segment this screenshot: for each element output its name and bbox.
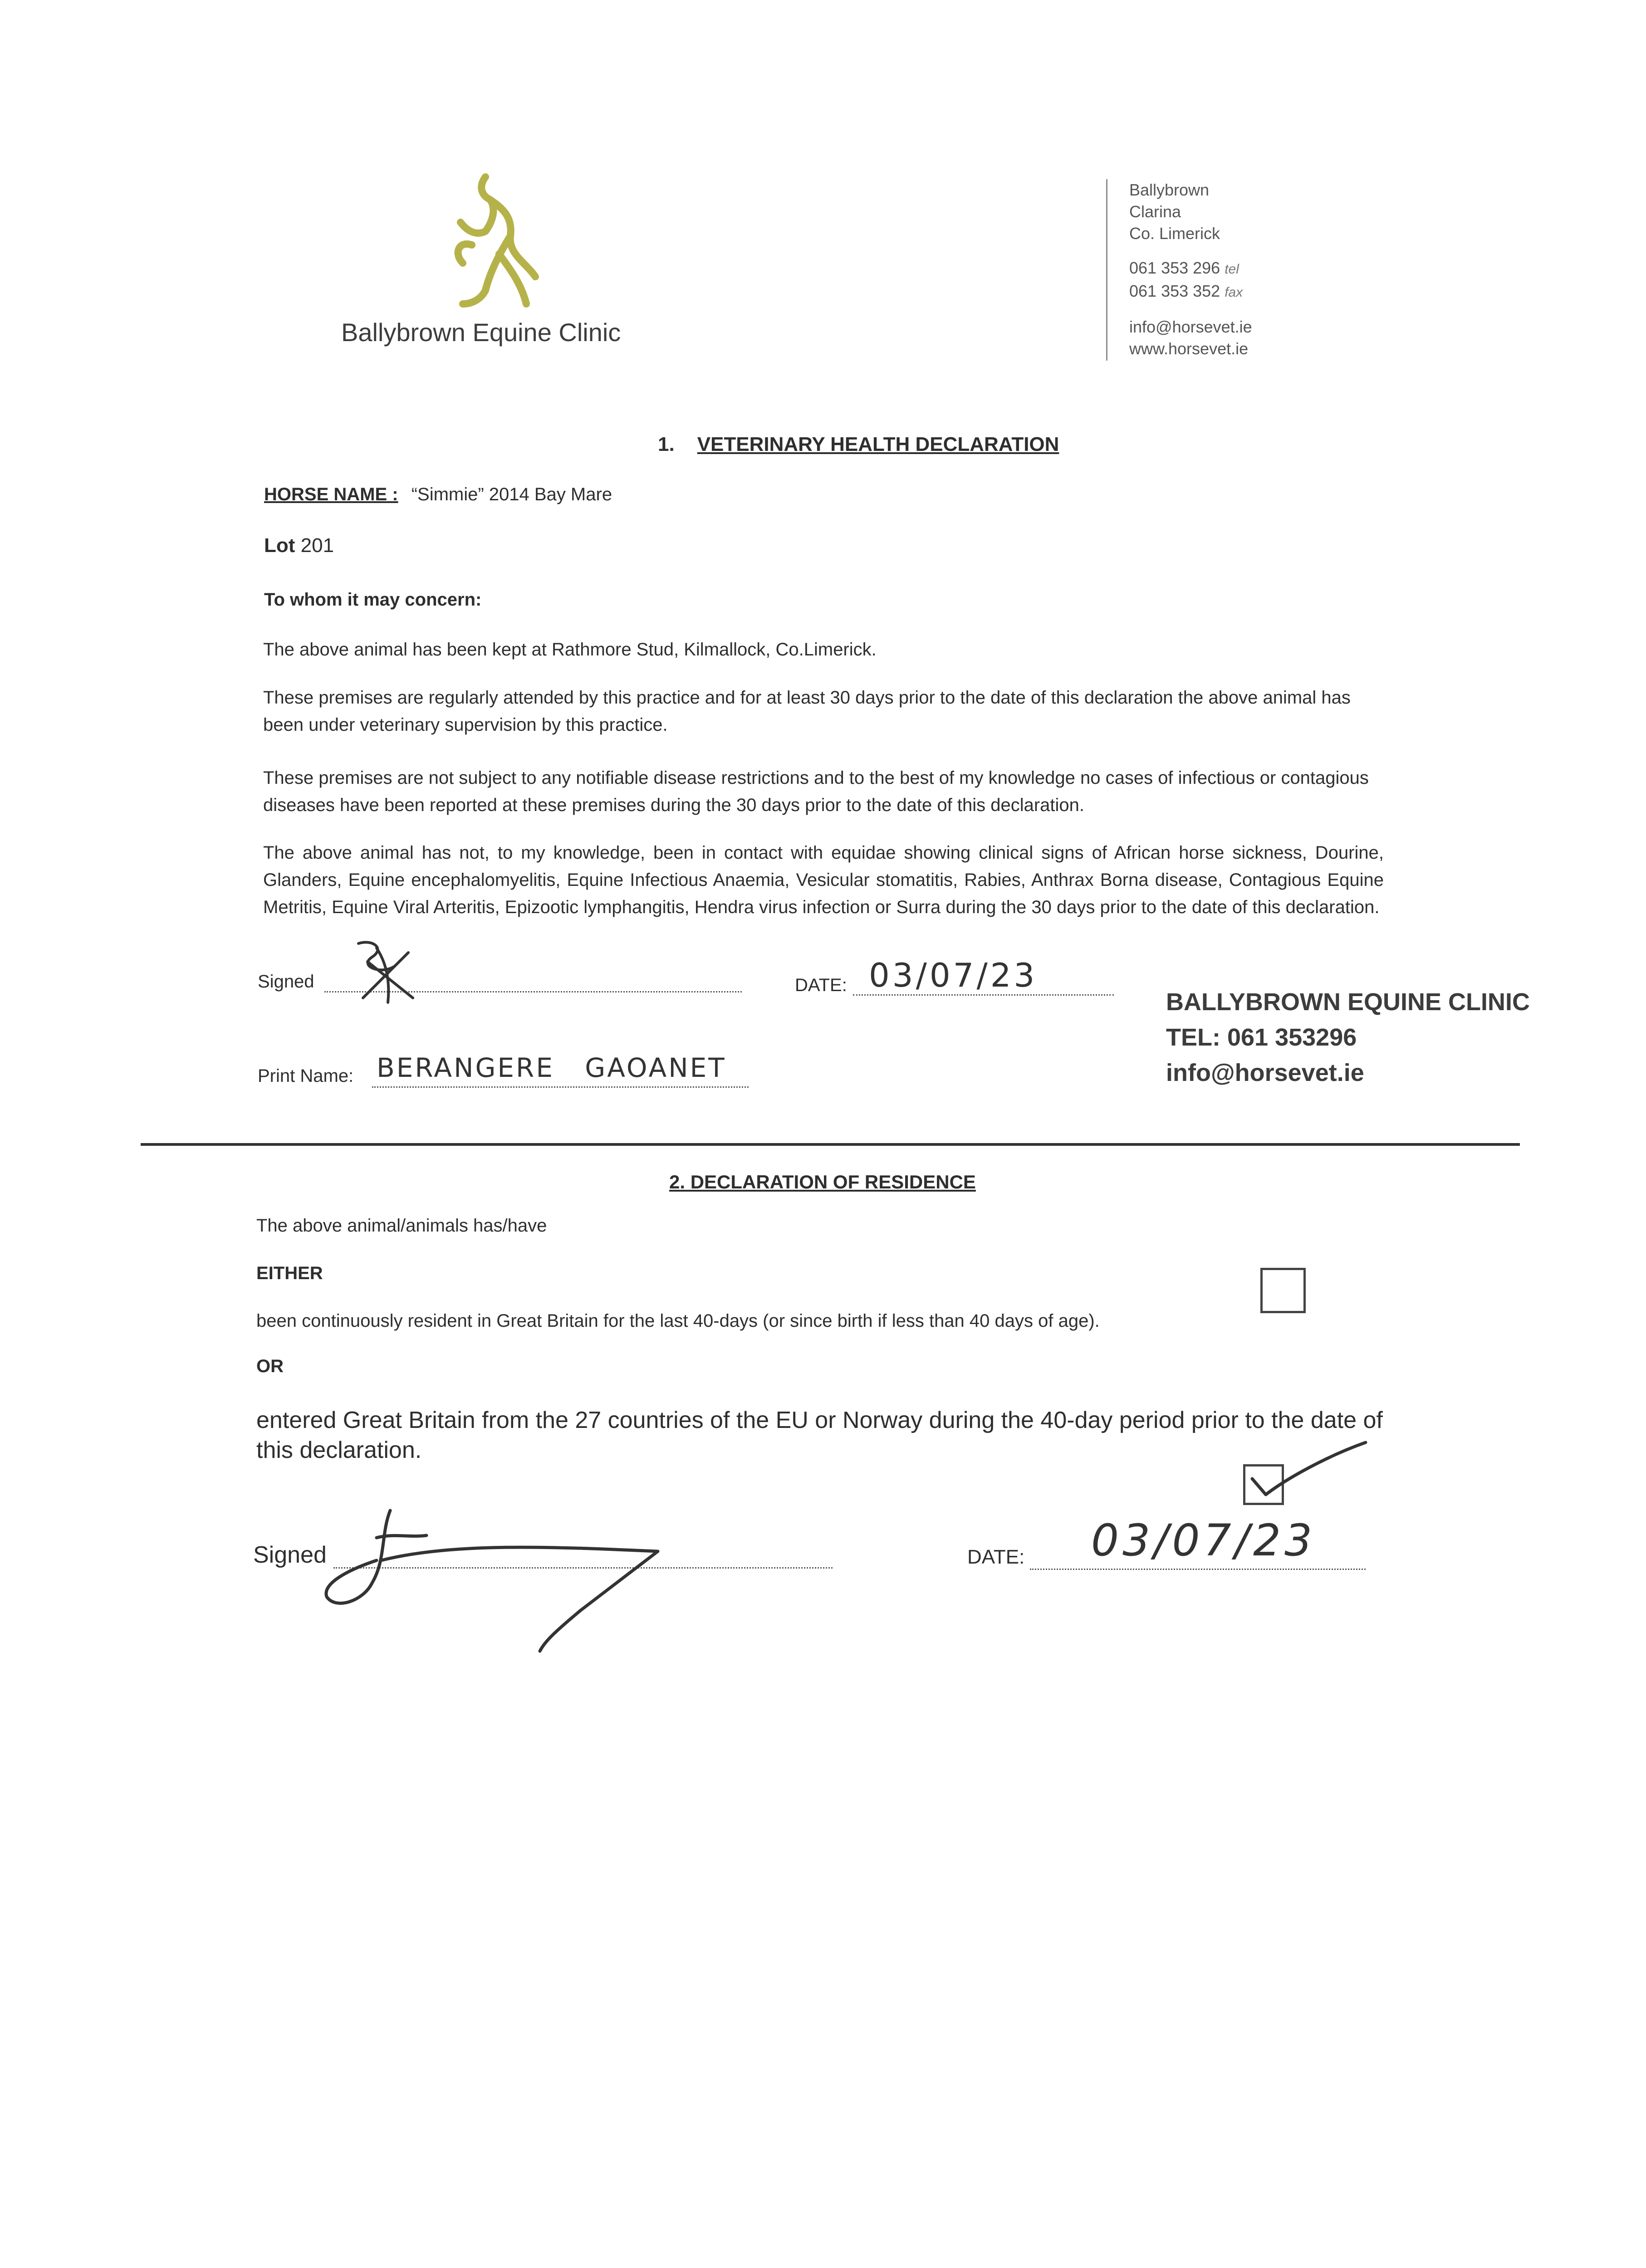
lot-value: 201 [300, 534, 334, 557]
email-line: info@horsevet.ie [1129, 318, 1252, 336]
section1-date-label: DATE: [795, 975, 847, 995]
section2-title: 2. DECLARATION OF RESIDENCE [669, 1171, 976, 1193]
section1-title: VETERINARY HEALTH DECLARATION [697, 433, 1059, 455]
stamp-line-2: TEL: 061 353296 [1166, 1024, 1357, 1051]
paragraph-3: These premises are not subject to any notifiable disease restrictions and to the best of my knowledge no cases of infectious or contagious diseases have been reported at these premises during the 30 days prior to the date of this declaration. [263, 768, 1369, 815]
lot-label: Lot [264, 534, 295, 557]
section1-signed-label: Signed [258, 972, 314, 992]
website-line: www.horsevet.ie [1129, 339, 1249, 358]
section2-signed-label: Signed [253, 1542, 327, 1568]
section1-date-line [853, 994, 1114, 996]
horse-name-line [264, 484, 612, 505]
section2-intro: The above animal/animals has/have [256, 1216, 547, 1236]
section2-signature [318, 1506, 681, 1656]
signature-scribble-icon [318, 1506, 681, 1656]
fax-line: 061 353 352 fax [1129, 282, 1243, 300]
clinic-stamp [1166, 984, 1530, 1090]
option1-checkbox[interactable] [1260, 1268, 1306, 1313]
checkmark-icon [1245, 1438, 1372, 1506]
clinic-logo [436, 168, 554, 313]
rearing-horse-logo-icon [436, 168, 554, 313]
clinic-address-block [1106, 179, 1252, 361]
either-label: EITHER [256, 1263, 323, 1283]
section1-heading [658, 433, 1059, 456]
print-name-value: BERANGERE GAOANET [377, 1052, 726, 1083]
paragraph-2: These premises are regularly attended by this practice and for at least 30 days prior to the date of this declaration the above animal has been under veterinary supervision by this practice. [263, 688, 1351, 735]
stamp-line-3: info@horsevet.ie [1166, 1059, 1364, 1086]
paragraph-1: The above animal has been kept at Rathmore Stud, Kilmallock, Co.Limerick. [263, 640, 877, 660]
address-line-3: Co. Limerick [1129, 224, 1220, 243]
section1-number: 1. [658, 433, 675, 455]
print-name-label: Print Name: [258, 1066, 354, 1086]
horse-name-label: HORSE NAME : [264, 484, 398, 504]
option1-text: been continuously resident in Great Britain for the last 40-days (or since birth if less than 40 days of age). [256, 1311, 1100, 1331]
or-label: OR [256, 1356, 284, 1376]
section1-date-value: 03/07/23 [869, 956, 1038, 994]
section1-signature [345, 934, 426, 1007]
address-line-1: Ballybrown [1129, 181, 1210, 199]
option2-text: entered Great Britain from the 27 countries of the EU or Norway during the 40-day period prior to the date of this declaration. [256, 1407, 1383, 1463]
clinic-name: Ballybrown Equine Clinic [341, 318, 621, 347]
tel-line: 061 353 296 tel [1129, 259, 1239, 277]
section2-date-value: 03/07/23 [1091, 1515, 1316, 1566]
signature-scribble-icon [345, 934, 426, 1007]
salutation: To whom it may concern: [264, 590, 482, 610]
address-line-2: Clarina [1129, 202, 1181, 221]
lot-line [264, 534, 334, 557]
section2-date-label: DATE: [967, 1546, 1025, 1568]
option2-checkmark [1245, 1438, 1372, 1506]
horse-name-value: “Simmie” 2014 Bay Mare [411, 484, 612, 504]
print-name-line [372, 1086, 749, 1088]
section-divider [141, 1143, 1520, 1146]
paragraph-4: The above animal has not, to my knowledge, been in contact with equidae showing clinical signs of African horse sickness, Dourine, Glanders, Equine encephalomyelitis, Equine Infectious Anaemia, Vesicular stomatitis, Rabies, Anthrax Borna disease, Contagious Equine Metritis, Equine Viral Arteritis, Epizootic lymphangitis, Hendra virus infection or Surra during the 30 days prior to the date of this declaration. [263, 843, 1384, 917]
section2-date-line [1030, 1569, 1366, 1570]
stamp-line-1: BALLYBROWN EQUINE CLINIC [1166, 988, 1530, 1016]
